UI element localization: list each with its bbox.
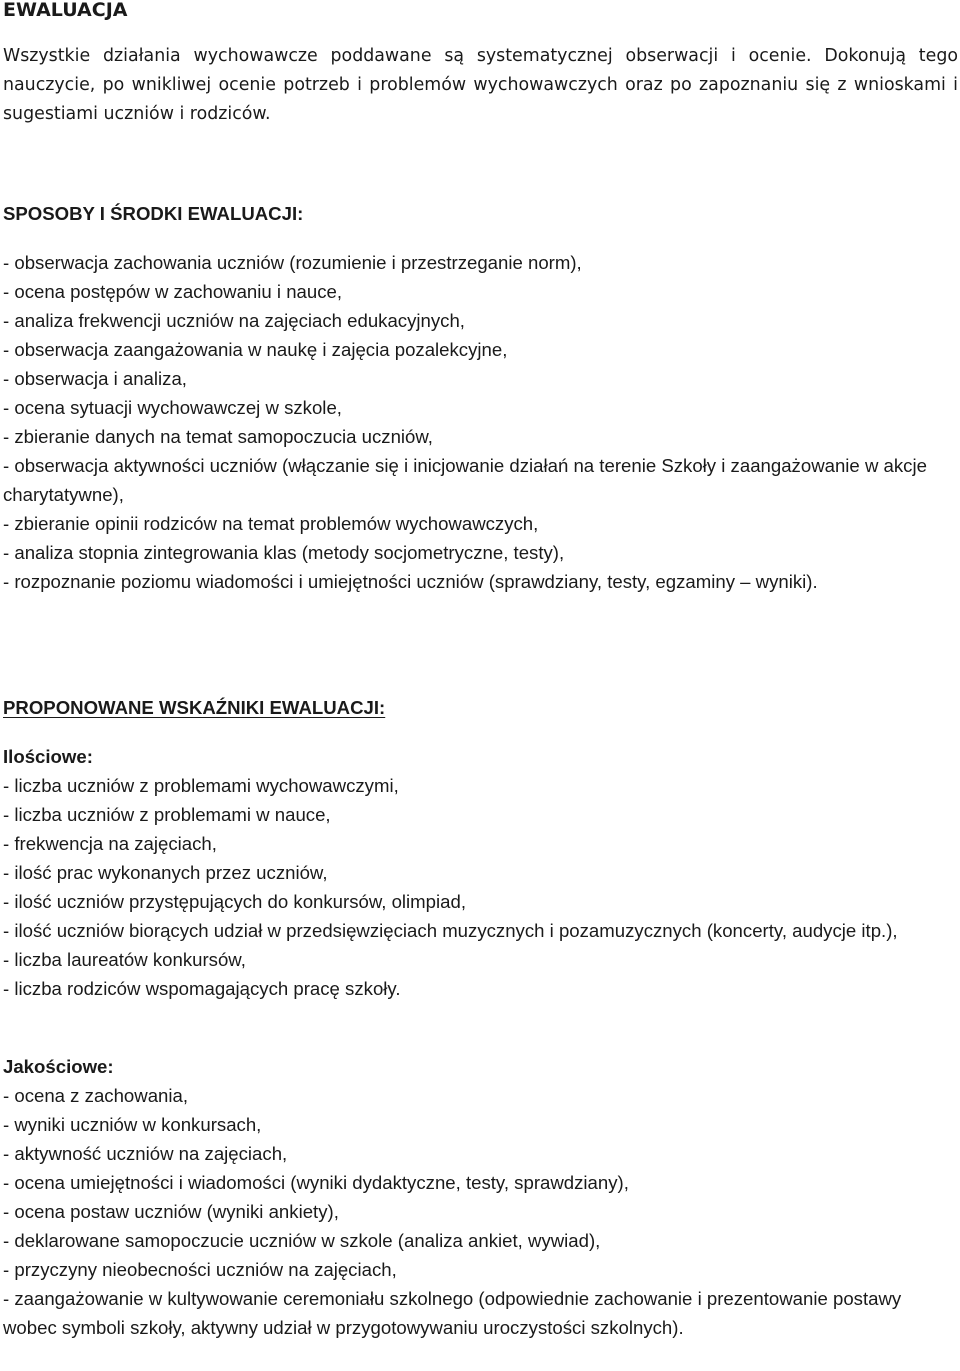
list-item: - obserwacja aktywności uczniów (włączanie się i inicjowanie działań na terenie Szkoły i zaangażowanie w akcje charytatywne), — [3, 455, 927, 505]
list-item: - ocena postępów w zachowaniu i nauce, — [3, 281, 343, 302]
section-heading-wskazniki: PROPONOWANE WSKAŹNIKI EWALUACJI: — [3, 697, 386, 718]
section-heading-sposoby: SPOSOBY I ŚRODKI EWALUACJI: — [3, 203, 304, 224]
list-item: - liczba uczniów z problemami w nauce, — [3, 804, 331, 825]
list-item: - ilość prac wykonanych przez uczniów, — [3, 862, 328, 883]
list-item: - aktywność uczniów na zajęciach, — [3, 1143, 288, 1164]
list-item: - przyczyny nieobecności uczniów na zajęciach, — [3, 1259, 397, 1280]
list-item: - obserwacja i analiza, — [3, 368, 187, 389]
ilosciowe-list — [3, 771, 943, 1003]
list-item: - liczba uczniów z problemami wychowawczymi, — [3, 775, 399, 796]
list-item: - zaangażowanie w kultywowanie ceremoniału szkolnego (odpowiednie zachowanie i prezentowanie postawy wobec symboli szkoły, aktywny udział w przygotowywaniu uroczystości szkolnych). — [3, 1288, 902, 1338]
jakosciowe-list — [3, 1081, 943, 1342]
list-item: - ocena umiejętności i wiadomości (wyniki dydaktyczne, testy, sprawdziany), — [3, 1172, 629, 1193]
subheading-jakosciowe: Jakościowe: — [3, 1056, 114, 1077]
list-item: - analiza stopnia zintegrowania klas (metody socjometryczne, testy), — [3, 542, 565, 563]
list-item: - wyniki uczniów w konkursach, — [3, 1114, 262, 1135]
list-item: - ilość uczniów przystępujących do konkursów, olimpiad, — [3, 891, 466, 912]
list-item: - frekwencja na zajęciach, — [3, 833, 217, 854]
list-item: - deklarowane samopoczucie uczniów w szkole (analiza ankiet, wywiad), — [3, 1230, 601, 1251]
subheading-ilosciowe: Ilościowe: — [3, 746, 93, 767]
list-item: - ocena sytuacji wychowawczej w szkole, — [3, 397, 342, 418]
list-item: - ocena z zachowania, — [3, 1085, 189, 1106]
list-item: - obserwacja zachowania uczniów (rozumienie i przestrzeganie norm), — [3, 252, 582, 273]
list-item: - ocena postaw uczniów (wyniki ankiety), — [3, 1201, 339, 1222]
list-item: - liczba laureatów konkursów, — [3, 949, 246, 970]
list-item: - obserwacja zaangażowania w naukę i zajęcia pozalekcyjne, — [3, 339, 508, 360]
list-item: - ilość uczniów biorących udział w przedsięwzięciach muzycznych i pozamuzycznych (koncerty, audycje itp.), — [3, 920, 898, 941]
sposoby-list — [3, 248, 943, 596]
list-item: - zbieranie danych na temat samopoczucia uczniów, — [3, 426, 433, 447]
list-item: - zbieranie opinii rodziców na temat problemów wychowawczych, — [3, 513, 539, 534]
document-title: EWALUACJA — [3, 0, 128, 21]
list-item: - liczba rodziców wspomagających pracę szkoły. — [3, 978, 401, 999]
list-item: - analiza frekwencji uczniów na zajęciach edukacyjnych, — [3, 310, 465, 331]
intro-paragraph: Wszystkie działania wychowawcze poddawane są systematycznej obserwacji i ocenie. Dokonują tego nauczycie, po wnikliwej ocenie potrzeb i problemów wychowawczych oraz po zapoznaniu się z wnioskami i sugestiami uczniów i rodziców. — [3, 46, 958, 124]
list-item: - rozpoznanie poziomu wiadomości i umiejętności uczniów (sprawdziany, testy, egzaminy – wyniki). — [3, 571, 818, 592]
